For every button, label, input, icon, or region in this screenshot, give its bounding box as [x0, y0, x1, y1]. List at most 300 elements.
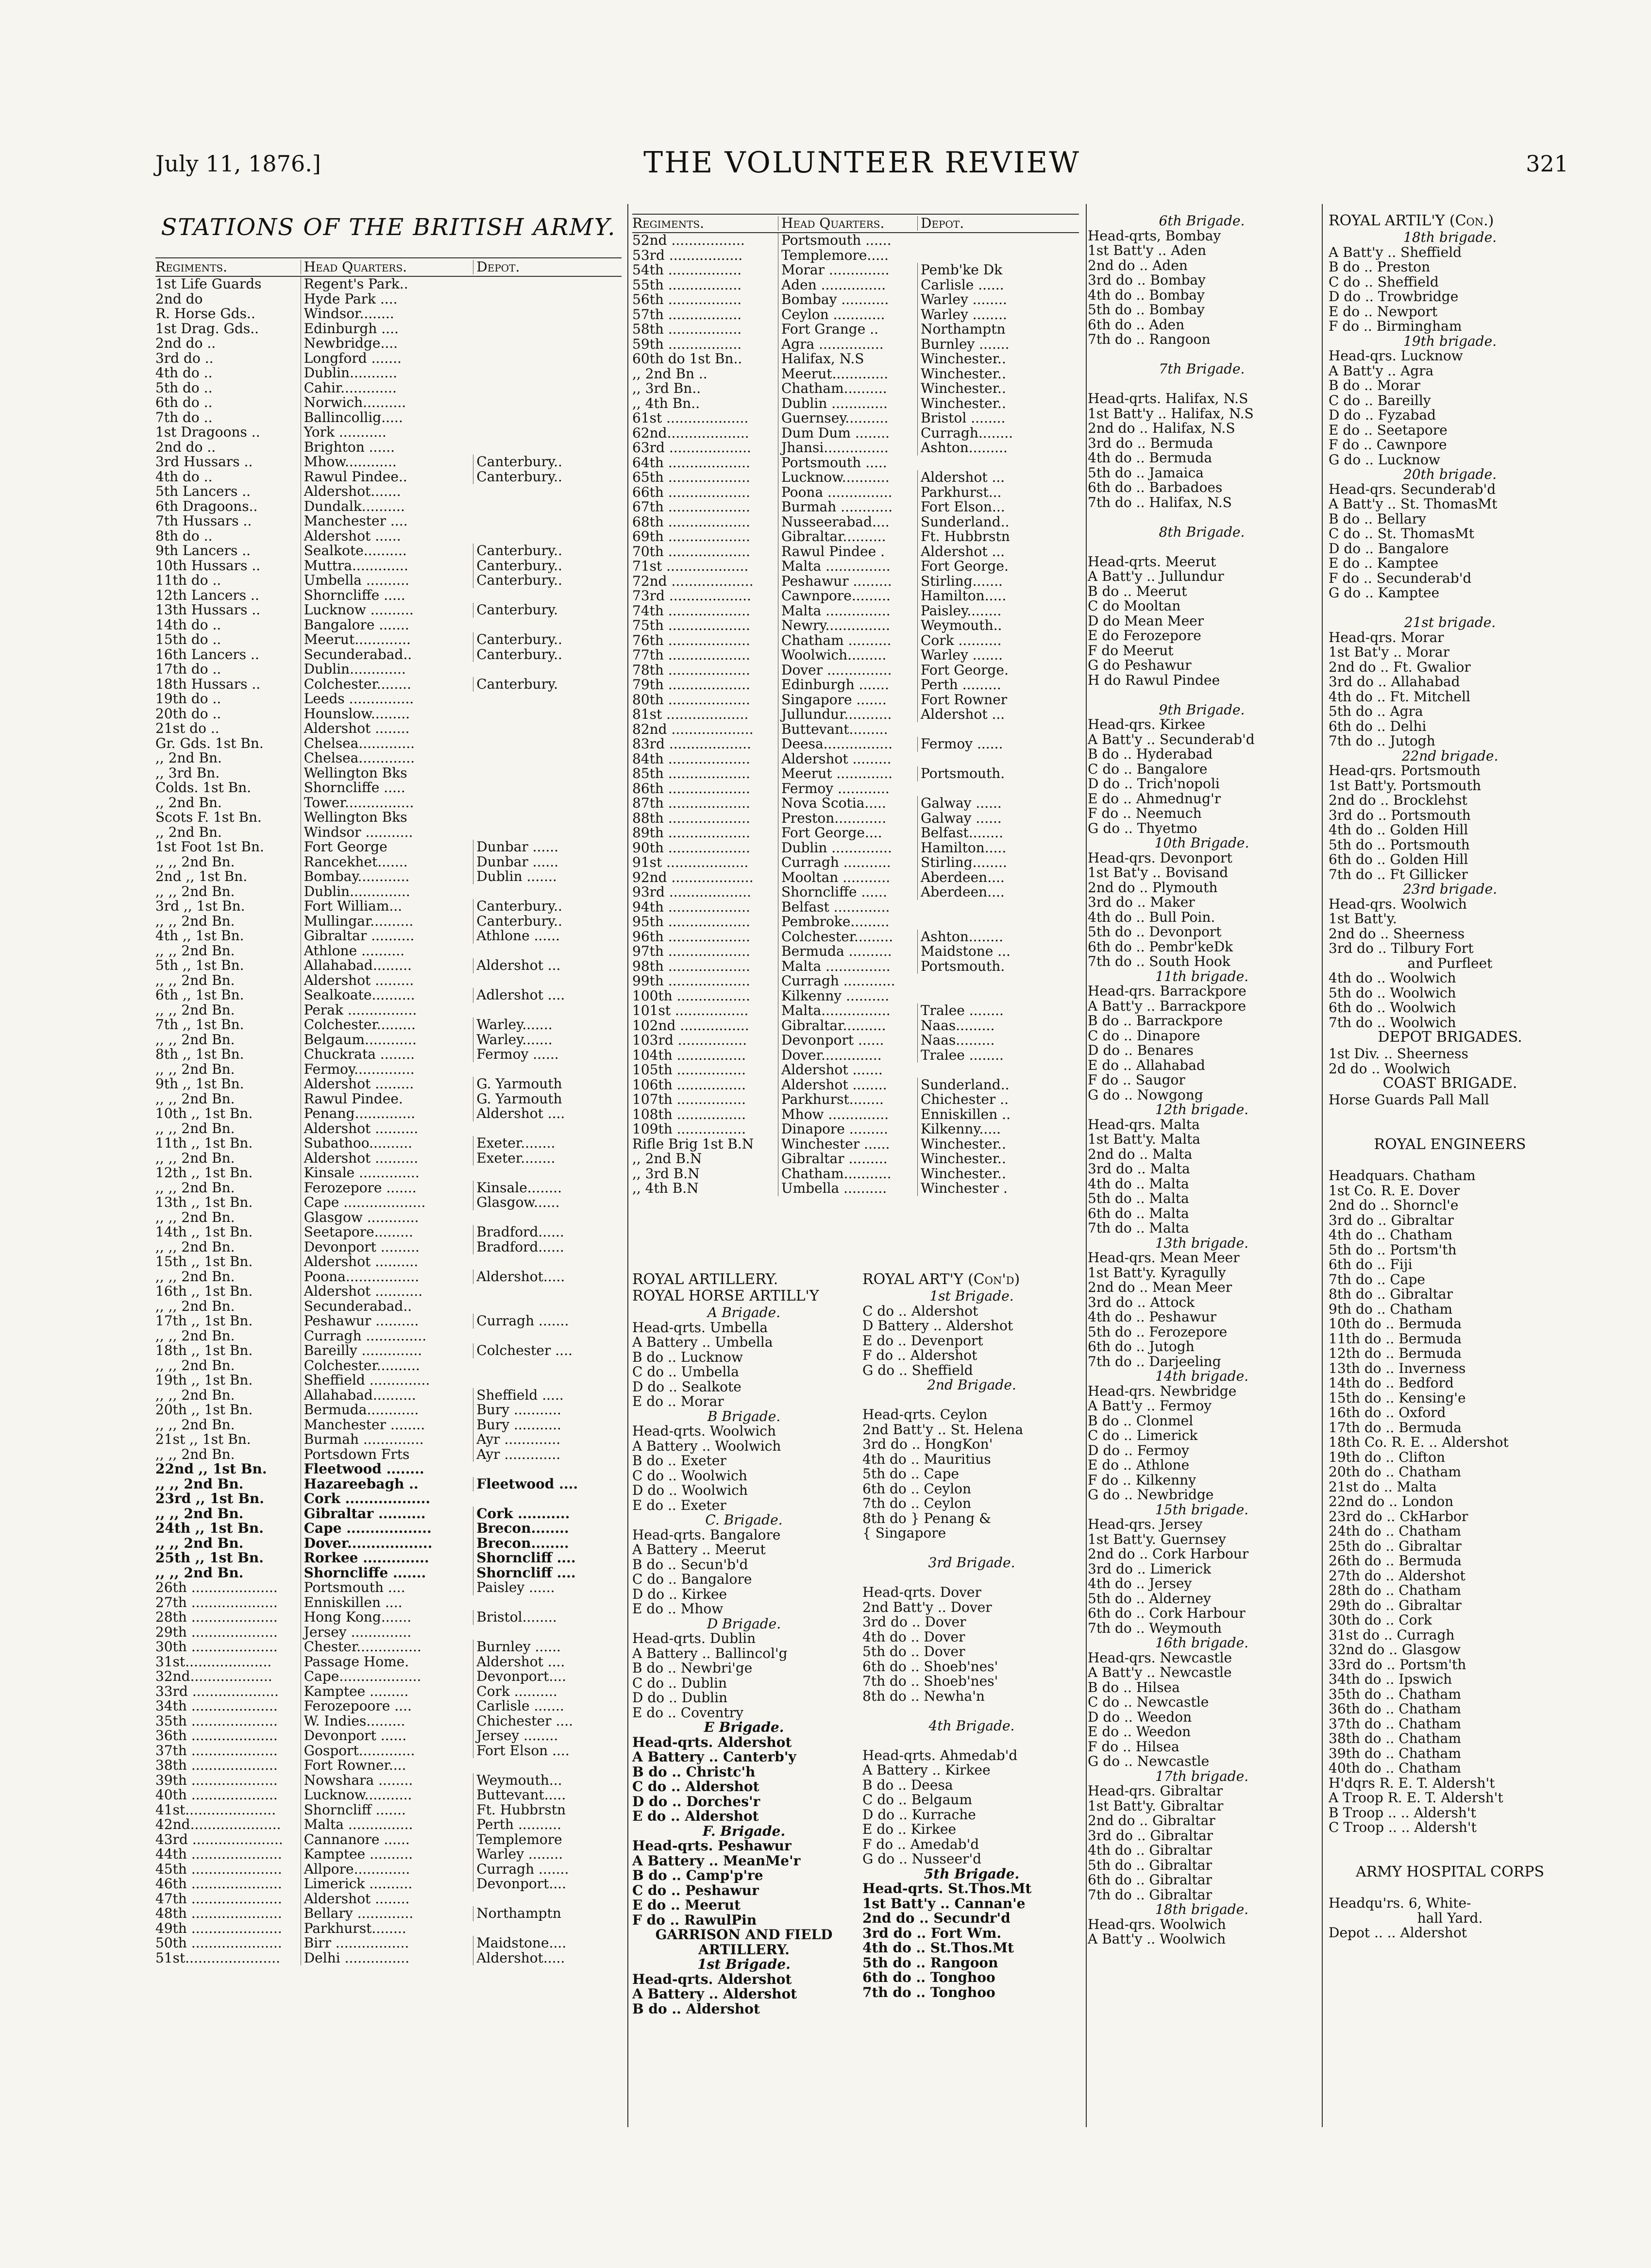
headquarters-cell: Aldershot ..........	[301, 1151, 473, 1166]
headquarters-cell: Portsmouth ....	[301, 1580, 473, 1595]
brigade-heading: 1st Brigade.	[697, 1956, 791, 1972]
table-row	[155, 1610, 622, 1625]
headquarters-cell: Curragh ............	[778, 974, 917, 989]
regiment-cell: 5th Lancers ..	[155, 484, 251, 499]
table-row	[155, 618, 622, 633]
depot-cell: Adlershot ....	[473, 988, 622, 1003]
headquarters-cell: Nowshara ........	[301, 1773, 473, 1788]
depot-cell: Winchester..	[917, 352, 1057, 367]
headquarters-cell: Limerick ..........	[301, 1877, 473, 1892]
table-row	[632, 722, 1079, 737]
headquarters-cell: Aldershot .........	[301, 1077, 473, 1092]
station-line: 4th do .. Bermuda	[1088, 450, 1213, 466]
regiment-cell: 57th .................	[632, 307, 742, 322]
depot-cell: Warley.......	[473, 1017, 622, 1032]
table-row	[155, 381, 622, 396]
depot-cell: Parkhurst...	[917, 485, 1057, 500]
station-line: Head-qrs. Devonport	[1088, 849, 1232, 866]
column-header: Depot.	[917, 216, 1057, 231]
station-line	[862, 1704, 1081, 1719]
station-line: G do .. Kamptee	[1329, 585, 1440, 601]
headquarters-cell: Deesa................	[778, 737, 917, 752]
station-line: B do .. Barrackpore	[1088, 1013, 1223, 1029]
headquarters-cell: Dover ...............	[778, 663, 917, 678]
regiment-cell: 66th ...................	[632, 485, 750, 500]
station-line: A Battery .. Umbella	[632, 1334, 773, 1350]
regiment-cell: 101st .................	[632, 1003, 749, 1018]
table-row	[155, 366, 622, 381]
column-rule	[1086, 204, 1087, 2127]
regiment-cell: ,, ,, 2nd Bn.	[155, 914, 235, 929]
depot-cell: Weymouth..	[917, 618, 1057, 633]
regiment-cell: 76th ...................	[632, 633, 750, 648]
headquarters-cell: Devonport ......	[301, 1728, 473, 1743]
table-row	[155, 795, 622, 811]
station-line: A Batt'y .. Secunderab'd	[1088, 731, 1255, 747]
table-row	[155, 1640, 622, 1655]
headquarters-cell: Kilkenny ..........	[778, 989, 917, 1004]
regiment-cell: 1st Foot 1st Bn.	[155, 840, 264, 855]
headquarters-cell: Curragh ..............	[301, 1329, 473, 1344]
table-row	[155, 514, 622, 529]
station-line: 4th do .. Dover	[862, 1628, 965, 1645]
depot-cell: Sunderland..	[917, 1078, 1057, 1093]
depot-cell: Warley ........	[917, 307, 1057, 322]
brigade-heading: 10th Brigade.	[1154, 835, 1249, 851]
station-line: 5th do .. Rangoon	[862, 1954, 998, 1971]
headquarters-cell: Wellington Bks	[301, 766, 473, 781]
regiment-cell: 61st ...................	[632, 411, 749, 426]
regiment-cell: ,, ,, 2nd Bn.	[155, 1358, 235, 1373]
table-row	[155, 1181, 622, 1196]
station-line: C do .. Umbella	[632, 1364, 739, 1380]
headquarters-cell: Devonport ......	[778, 1033, 917, 1048]
depot-cell: Northamptn	[917, 322, 1057, 337]
station-line: B do .. Hyderabad	[1088, 746, 1213, 762]
section-title: STATIONS OF THE BRITISH ARMY.	[161, 214, 616, 241]
station-line: 28th do .. Chatham	[1329, 1582, 1461, 1598]
depot-cell: Tralee ........	[917, 1048, 1057, 1063]
station-line: E do .. Kirkee	[862, 1821, 957, 1837]
station-line: Horse Guards Pall Mall	[1329, 1092, 1489, 1108]
regiment-cell: 6th ,, 1st Bn.	[155, 988, 244, 1003]
station-line: 7th do .. Weymouth	[1088, 1620, 1222, 1636]
table-row	[632, 1048, 1079, 1063]
table-row	[155, 1210, 622, 1225]
regiment-cell: Colds. 1st Bn.	[155, 780, 252, 795]
station-line: Head-qrs. Jersey	[1088, 1516, 1203, 1532]
station-line: { Singapore	[862, 1525, 946, 1541]
depot-cell: Winchester..	[917, 1137, 1057, 1152]
depot-cell: Ayr .............	[473, 1447, 622, 1462]
station-line: 40th do .. Chatham	[1329, 1760, 1461, 1776]
depot-cell: Aldershot ....	[473, 1106, 622, 1121]
regiment-cell: 81st ...................	[632, 707, 749, 722]
regiment-cell: 33rd ....................	[155, 1684, 279, 1699]
headquarters-cell: Dover..............	[778, 1048, 917, 1063]
regiment-cell: 49th .....................	[155, 1921, 282, 1936]
table-row	[155, 1788, 622, 1803]
headquarters-cell: Dinapore .........	[778, 1122, 917, 1137]
headquarters-cell: Edinburgh ....	[301, 322, 473, 337]
depot-cell: Warley ........	[917, 292, 1057, 307]
headquarters-cell: Athlone ..........	[301, 944, 473, 959]
regiment-cell: 38th ....................	[155, 1758, 278, 1773]
headquarters-cell: Winchester ......	[778, 1137, 917, 1152]
depot-cell: Bury ...........	[473, 1403, 622, 1418]
block-title: ROYAL ART'Y (Con'd)	[862, 1271, 1020, 1288]
station-line: Head-qrts. St.Thos.Mt	[862, 1880, 1032, 1896]
regiment-cell: 17th ,, 1st Bn.	[155, 1314, 253, 1329]
brigade-heading: 12th brigade.	[1155, 1101, 1249, 1117]
royal-artillery-block	[632, 1272, 856, 2016]
station-line: 5th do .. Portsm'th	[1329, 1241, 1457, 1258]
station-line: 6th do .. Jutogh	[1088, 1338, 1195, 1354]
station-line: 7th do .. Shoeb'nes'	[862, 1673, 998, 1689]
station-line: 5th do .. Alderney	[1088, 1590, 1211, 1607]
depot-cell: Dublin .......	[473, 869, 622, 884]
station-line: 7th do .. Rangoon	[1088, 331, 1211, 347]
regiment-cell: 8th do ..	[155, 528, 213, 543]
publication-title: THE VOLUNTEER REVIEW	[643, 146, 1080, 180]
station-line: B do .. Lucknow	[632, 1349, 743, 1365]
regiment-cell: 4th do ..	[155, 469, 213, 484]
station-line: 7th do .. Darjeeling	[1088, 1353, 1221, 1370]
headquarters-cell: Shorncliffe .....	[301, 780, 473, 795]
table-row	[155, 662, 622, 677]
station-line: 3rd do .. Malta	[1088, 1161, 1190, 1177]
station-line: 18th Co. R. E. .. Aldershot	[1329, 1434, 1509, 1450]
table-row	[155, 543, 622, 559]
regiment-cell: 69th ...................	[632, 529, 750, 544]
regiment-cell: 2nd do ..	[155, 440, 216, 455]
station-line: A Battery .. Canterb'y	[632, 1749, 796, 1765]
station-line: Head-qrts, Bombay	[1088, 227, 1221, 244]
station-line: D do .. Dorches'r	[632, 1793, 760, 1810]
station-line: 6th do .. Shoeb'nes'	[862, 1658, 998, 1675]
table-row	[155, 1358, 622, 1373]
station-line: D do .. Weedon	[1088, 1709, 1192, 1725]
regiment-cell: 25th ,, 1st Bn.	[155, 1551, 264, 1566]
regiment-cell: 32nd...................	[155, 1669, 272, 1684]
table-row	[155, 944, 622, 959]
headquarters-cell: Windsor........	[301, 306, 473, 322]
station-line: 4th do .. Peshawur	[1088, 1309, 1217, 1325]
regiments-table-middle	[632, 214, 1079, 1196]
regiment-cell: 28th ....................	[155, 1610, 278, 1625]
headquarters-cell: Preston............	[778, 811, 917, 826]
depot-cell: Canterbury..	[473, 470, 622, 485]
depot-cell: Winchester..	[917, 381, 1057, 396]
station-line: 4th do .. Mauritius	[862, 1451, 991, 1467]
regiment-cell: 19th do ..	[155, 692, 221, 707]
brigade-heading: 14th brigade.	[1155, 1368, 1249, 1384]
table-row	[155, 1892, 622, 1907]
station-line: 4th do .. Bombay	[1088, 287, 1205, 303]
brigade-heading: 5th Brigade.	[924, 1865, 1020, 1882]
headquarters-cell: Fort Rowner....	[301, 1758, 473, 1773]
station-line: B do .. Meerut	[1088, 583, 1187, 599]
brigade-heading: 9th Brigade.	[1159, 701, 1245, 718]
regiment-cell: 4th do ..	[155, 366, 213, 381]
station-line: 29th do .. Gibraltar	[1329, 1597, 1462, 1613]
headquarters-cell: Penang..............	[301, 1106, 473, 1121]
regiment-cell: ,, ,, 2nd Bn.	[155, 884, 235, 899]
headquarters-cell: Aldershot ........	[778, 1078, 917, 1093]
station-line: 25th do .. Gibraltar	[1329, 1538, 1462, 1554]
station-line: 1st Batt'y. Gibraltar	[1088, 1797, 1224, 1814]
regiment-cell: ,, 2nd Bn.	[155, 751, 222, 766]
station-line: 5th do .. Portsmouth	[1329, 836, 1470, 853]
table-row	[155, 395, 622, 410]
regiment-cell: 16th ,, 1st Bn.	[155, 1284, 253, 1299]
regiment-cell: ,, ,, 2nd Bn.	[155, 1091, 235, 1106]
station-line: 2nd Batt'y .. Dover	[862, 1599, 992, 1615]
headquarters-cell: Malta ...............	[778, 959, 917, 974]
table-row	[155, 559, 622, 574]
regiment-cell: 83rd ...................	[632, 737, 751, 752]
table-row	[155, 470, 622, 485]
depot-cell: Dunbar ......	[473, 840, 622, 855]
regiment-cell: 56th .................	[632, 292, 742, 307]
station-line: E do .. Athlone	[1088, 1457, 1190, 1473]
station-line: C do .. Dinapore	[1088, 1027, 1200, 1044]
depot-cell: Ashton........	[917, 930, 1057, 945]
station-line: B do .. Deesa	[862, 1777, 953, 1793]
table-row	[155, 1625, 622, 1640]
headquarters-cell: Seetapore.........	[301, 1225, 473, 1240]
regiment-cell: 106th ................	[632, 1077, 746, 1092]
station-line: 6th do .. Barbadoes	[1088, 479, 1223, 495]
table-row	[632, 307, 1079, 322]
table-row	[155, 1240, 622, 1255]
table-row	[632, 396, 1079, 411]
regiment-cell: 7th ,, 1st Bn.	[155, 1017, 244, 1032]
station-line: A Battery .. Meerut	[632, 1541, 766, 1557]
station-line: G do Peshawur	[1088, 657, 1192, 673]
table-row	[155, 1773, 622, 1788]
table-row	[155, 1462, 622, 1477]
regiment-cell: ,, 2nd Bn.	[155, 795, 222, 810]
station-line: A Batt'y .. St. ThomasMt	[1329, 496, 1498, 512]
station-line: A Battery .. Aldershot	[632, 1986, 797, 2002]
table-row	[632, 944, 1079, 959]
table-row	[155, 1195, 622, 1210]
depot-cell: Paisley ......	[473, 1580, 622, 1595]
table-row	[155, 1284, 622, 1299]
depot-cell: Bury ...........	[473, 1418, 622, 1433]
headquarters-cell: Shorncliffe .......	[301, 1566, 473, 1581]
regiment-cell: ,, ,, 2nd Bn.	[155, 1002, 235, 1017]
regiment-cell: 77th ...................	[632, 648, 750, 663]
table-row	[632, 766, 1079, 781]
depot-cell: Stirling.......	[917, 574, 1057, 589]
table-row	[632, 959, 1079, 974]
brigade-heading: 7th Brigade.	[1159, 361, 1245, 377]
depot-cell: Aldershot ...	[473, 958, 622, 973]
station-line: 17th do .. Bermuda	[1329, 1419, 1462, 1436]
station-line: 6th do .. Ceylon	[862, 1480, 972, 1497]
station-line: E do .. Exeter	[632, 1497, 726, 1513]
depot-cell: Aberdeen....	[917, 885, 1057, 900]
regiment-cell: 42nd.....................	[155, 1817, 281, 1832]
depot-cell: Perth ..........	[473, 1817, 622, 1832]
station-line: 6th do .. Woolwich	[1329, 999, 1456, 1016]
depot-cell: Canterbury..	[473, 647, 622, 662]
table-row	[632, 648, 1079, 663]
depot-cell: Perth .........	[917, 677, 1057, 693]
station-line: 2nd do .. Aden	[1088, 257, 1188, 273]
regiment-cell: 12th Lancers ..	[155, 588, 259, 603]
regiment-cell: 87th ...................	[632, 796, 750, 811]
headquarters-cell: Nova Scotia.....	[778, 796, 917, 811]
headquarters-cell: Bombay ...........	[778, 292, 917, 307]
regiment-cell: 71st ...................	[632, 559, 749, 574]
headquarters-cell: Lucknow...........	[301, 1788, 473, 1803]
station-line: 33rd do .. Portsm'th	[1329, 1656, 1466, 1673]
station-line: C do Mooltan	[1088, 598, 1181, 614]
regiment-cell: ,, ,, 2nd Bn.	[155, 1269, 235, 1284]
regiment-cell: 47th .....................	[155, 1891, 282, 1906]
depot-cell: Canterbury.	[473, 603, 622, 618]
station-line: 1st Batt'y .. Halifax, N.S	[1088, 405, 1254, 422]
station-line: E do Ferozepore	[1088, 627, 1201, 643]
station-line: E do .. Ahmednug'r	[1088, 790, 1221, 807]
headquarters-cell: Aldershot ..........	[301, 1121, 473, 1136]
table-row	[632, 500, 1079, 515]
headquarters-cell: Enniskillen ....	[301, 1595, 473, 1610]
table-row	[632, 426, 1079, 441]
station-line: B do .. Preston	[1329, 259, 1431, 275]
table-row	[632, 1003, 1079, 1018]
regiment-cell: 29th ....................	[155, 1625, 278, 1640]
headquarters-cell: Newbridge....	[301, 336, 473, 351]
station-line: C do .. Bangalore	[632, 1571, 752, 1587]
table-row	[155, 1566, 622, 1581]
table-row	[155, 1062, 622, 1077]
station-line: E do .. Allahabad	[1088, 1057, 1205, 1073]
table-row	[155, 1921, 622, 1936]
depot-cell: Fleetwood ....	[473, 1477, 622, 1492]
headquarters-cell: Peshawur .........	[778, 574, 917, 589]
station-line: A Battery .. MeanMe'r	[632, 1852, 801, 1869]
station-line	[1088, 510, 1316, 525]
regiment-cell: 13th ,, 1st Bn.	[155, 1195, 253, 1210]
headquarters-cell: Poona.................	[301, 1269, 473, 1285]
station-line: 9th do .. Chatham	[1329, 1301, 1453, 1317]
table-row	[155, 1136, 622, 1151]
regiment-cell: Rifle Brig 1st B.N	[632, 1136, 754, 1151]
depot-cell: Cork ...........	[473, 1506, 622, 1522]
regiment-cell: 14th ,, 1st Bn.	[155, 1225, 253, 1240]
table-row	[155, 1003, 622, 1018]
regiment-cell: 100th .................	[632, 988, 750, 1003]
headquarters-cell: Belgaum............	[301, 1032, 473, 1048]
station-line: 35th do .. Chatham	[1329, 1686, 1461, 1702]
depot-cell: Pemb'ke Dk	[917, 263, 1057, 278]
headquarters-cell: Delhi ...............	[301, 1951, 473, 1966]
regiment-cell: 12th ,, 1st Bn.	[155, 1166, 253, 1181]
table-row	[632, 974, 1079, 989]
table-row	[155, 1403, 622, 1418]
station-line: 32nd do .. Glasgow	[1329, 1642, 1461, 1658]
headquarters-cell: York ...........	[301, 425, 473, 440]
table-row	[632, 618, 1079, 633]
station-line: C Troop .. .. Aldersh't	[1329, 1819, 1477, 1835]
station-line: 7th do .. Cape	[1329, 1271, 1425, 1287]
table-row	[155, 1580, 622, 1595]
regiment-cell: 84th ...................	[632, 751, 750, 766]
table-row	[632, 677, 1079, 693]
depot-cell: Cork ..........	[917, 633, 1057, 648]
table-row	[632, 604, 1079, 619]
table-row	[632, 559, 1079, 574]
headquarters-cell: Agra ...............	[778, 337, 917, 352]
table-row	[632, 737, 1079, 752]
headquarters-cell: Rorkee ..............	[301, 1551, 473, 1566]
table-row	[632, 1181, 1079, 1196]
table-row	[155, 1758, 622, 1773]
regiment-cell: 17th do ..	[155, 662, 221, 677]
regiment-cell: ,, ,, 2nd Bn.	[155, 1210, 235, 1225]
station-line: Head-qrts. Ceylon	[862, 1406, 988, 1422]
headquarters-cell: Chelsea.............	[301, 751, 473, 766]
station-line	[1329, 601, 1571, 616]
station-line: 1st Batt'y.	[1329, 911, 1397, 927]
headquarters-cell: Regent's Park..	[301, 277, 473, 292]
headquarters-cell: Guernsey..........	[778, 411, 917, 426]
table-row	[155, 869, 622, 884]
station-line: 7th do .. Tonghoo	[862, 1984, 995, 2000]
station-line	[1329, 1122, 1571, 1137]
regiment-cell: ,, 3rd B.N	[632, 1166, 700, 1181]
station-line	[1088, 377, 1316, 392]
depot-cell: Curragh .......	[473, 1862, 622, 1877]
table-row	[155, 573, 622, 588]
station-line: 5th do .. Devonport	[1088, 924, 1222, 940]
depot-cell: Glasgow......	[473, 1195, 622, 1210]
station-line: Head-qrts. Umbella	[632, 1319, 768, 1336]
regiment-cell: 86th ...................	[632, 781, 750, 796]
headquarters-cell: Windsor ...........	[301, 825, 473, 840]
station-line: 2nd do .. Brocklehst	[1329, 792, 1467, 808]
headquarters-cell: Norwich..........	[301, 395, 473, 410]
headquarters-cell: Hazareebagh ..	[301, 1477, 473, 1492]
headquarters-cell: Pembroke.........	[778, 914, 917, 930]
regiment-cell: 92nd ...................	[632, 870, 754, 885]
table-row	[632, 440, 1079, 456]
regiment-cell: 1st Life Guards	[155, 277, 262, 292]
table-row	[632, 989, 1079, 1004]
station-line	[1329, 1154, 1571, 1169]
depot-cell: Carlisle .......	[473, 1699, 622, 1714]
headquarters-cell: Newry...............	[778, 618, 917, 633]
headquarters-cell: Cawnpore.........	[778, 589, 917, 604]
artillery-engineers-column	[1329, 214, 1571, 1941]
station-line: C do .. Aldershot	[632, 1778, 759, 1794]
headquarters-cell: Aldershot ..........	[301, 1254, 473, 1269]
depot-cell: Ayr .............	[473, 1432, 622, 1447]
station-line: 2nd Batt'y .. St. Helena	[862, 1421, 1024, 1438]
station-line: A Batt'y .. Jullundur	[1088, 568, 1224, 584]
station-line: C do .. Bangalore	[1088, 761, 1208, 777]
regiment-cell: 36th ....................	[155, 1728, 278, 1743]
headquarters-cell: Glasgow ............	[301, 1210, 473, 1225]
table-row	[155, 1254, 622, 1269]
table-row	[155, 1225, 622, 1240]
regiment-cell: 6th Dragoons..	[155, 499, 258, 514]
station-line: A Batt'y .. Fermoy	[1088, 1398, 1212, 1414]
